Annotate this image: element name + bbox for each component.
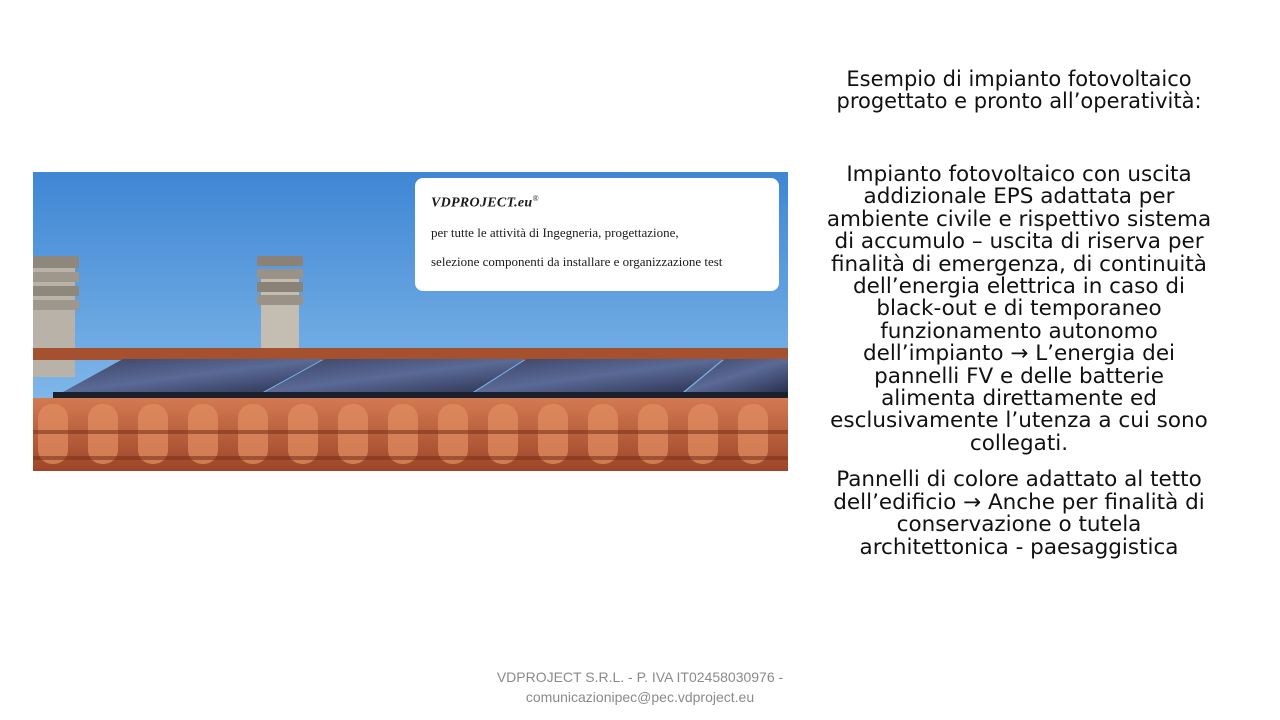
roof-tiles (33, 398, 788, 471)
caption-line-2: selezione componenti da installare e organizzazione test (431, 254, 723, 269)
description-paragraph-2: Pannelli di colore adattato al tetto dell’edificio → Anche per finalità di conservazione o tutela architettonica - paesaggistica (833, 467, 1205, 560)
brand-logo (431, 194, 539, 212)
slide-footer (440, 667, 840, 707)
center-chimney (257, 256, 303, 362)
caption-line-1: per tutte le attività di Ingegneria, progettazione, (431, 225, 679, 240)
footer-email-line: comunicazionipec@pec.vdproject.eu (525, 689, 755, 705)
footer-company-line: VDPROJECT S.R.L. - P. IVA IT02458030976 - (496, 669, 784, 685)
description-paragraph-1: Impianto fotovoltaico con uscita addizionale EPS adattata per ambiente civile e rispettivo sistema di accumulo – uscita di riserva per finalità di emergenza, di continuità dell’energia elettrica in caso di black-out e di temporaneo funzionamento autonomo dell’impianto → L’energia dei pannelli FV e delle batterie alimenta direttamente ed esclusivamente l’utenza a cui sono collegati. (826, 162, 1212, 456)
brand-name: VDPROJECT.eu (431, 195, 533, 211)
solar-panels (53, 359, 788, 398)
slide-text-column (826, 68, 1212, 559)
slide-heading: Esempio di impianto fotovoltaico progettato e pronto all’operatività: (836, 67, 1202, 113)
registered-mark: ® (532, 194, 539, 203)
company-caption-card (415, 178, 779, 291)
